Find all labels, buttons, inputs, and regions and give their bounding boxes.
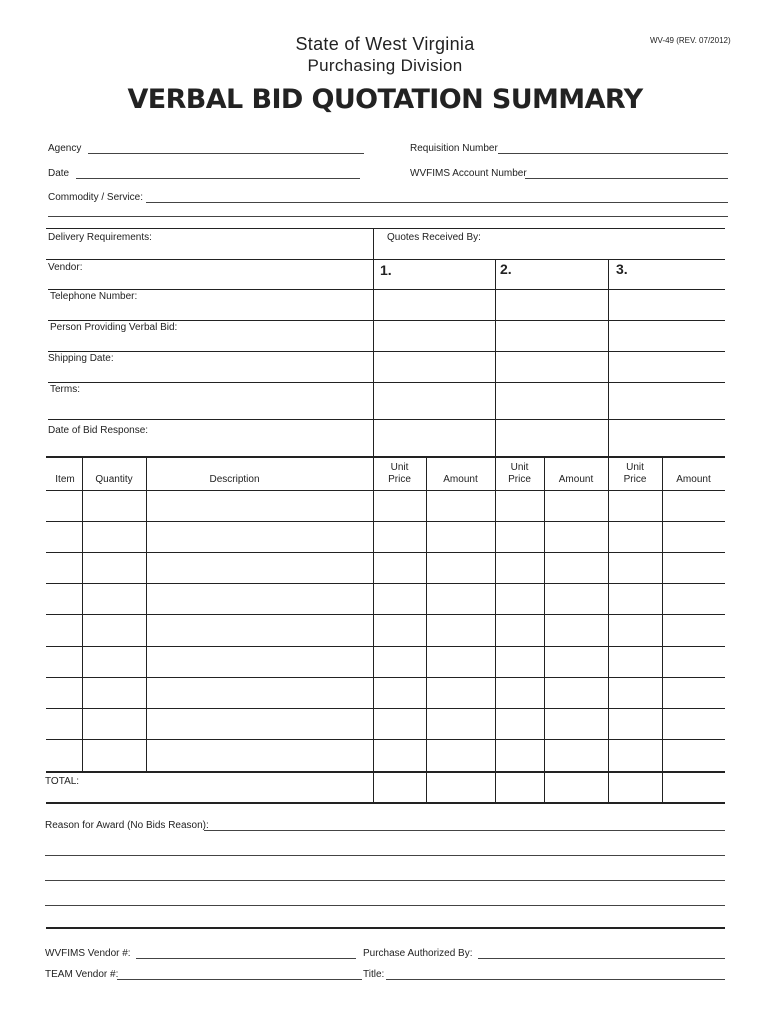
vendor-row-top-rule: [46, 259, 725, 260]
commodity-field[interactable]: [146, 202, 728, 203]
form-code: WV-49 (REV. 07/2012): [650, 36, 731, 45]
requisition-number-field[interactable]: [498, 153, 728, 154]
col-header-price-3: Price: [623, 474, 647, 485]
quote-number-1: 1.: [380, 262, 392, 278]
person-providing-bid-label: Person Providing Verbal Bid:: [50, 322, 178, 333]
row-rule-bid-response: [48, 419, 725, 420]
date-field[interactable]: [76, 178, 360, 179]
purchase-authorized-by-field[interactable]: [478, 958, 725, 959]
division-heading: Purchasing Division: [307, 56, 463, 75]
table-row: [46, 552, 725, 553]
vendor-label: Vendor:: [48, 262, 83, 273]
commodity-field-line2[interactable]: [48, 216, 728, 217]
reason-for-award-line4[interactable]: [45, 905, 725, 906]
wvfims-vendor-label: WVFIMS Vendor #:: [45, 948, 131, 959]
table-row: [46, 490, 725, 491]
reason-for-award-line2[interactable]: [45, 855, 725, 856]
quote-number-2: 2.: [500, 261, 512, 277]
col-header-unit-3: Unit: [626, 462, 644, 473]
agency-label: Agency: [48, 143, 82, 154]
commodity-label: Commodity / Service:: [48, 192, 144, 203]
vendor-divider: [373, 228, 374, 802]
table-row: [46, 583, 725, 584]
col-header-amount-1: Amount: [443, 474, 478, 485]
section-top-rule: [46, 228, 725, 229]
items-table-top-rule: [46, 456, 725, 458]
team-vendor-label: TEAM Vendor #:: [45, 969, 119, 980]
col-header-price-1: Price: [388, 474, 411, 485]
table-row: [46, 521, 725, 522]
requisition-number-label: Requisition Number: [410, 143, 498, 154]
row-rule-terms: [48, 382, 725, 383]
wvfims-account-label: WVFIMS Account Number: [410, 168, 527, 179]
reason-for-award-label: Reason for Award (No Bids Reason):: [45, 820, 209, 831]
bottom-section-rule: [46, 927, 725, 929]
col-header-description: Description: [209, 474, 260, 485]
quotes-received-by-label: Quotes Received By:: [387, 232, 481, 243]
col-header-quantity: Quantity: [95, 474, 133, 485]
row-rule-telephone: [48, 289, 725, 290]
table-row: [46, 677, 725, 678]
col-line-unit-2: [495, 458, 496, 802]
col-line-unit-3: [608, 458, 609, 802]
reason-for-award-field[interactable]: [204, 830, 725, 831]
col-header-unit-2: Unit: [510, 462, 529, 473]
table-row: [46, 739, 725, 740]
wvfims-vendor-field[interactable]: [136, 958, 356, 959]
title-field[interactable]: [386, 979, 725, 980]
col-line-quantity: [82, 458, 83, 772]
col-header-item: Item: [55, 474, 75, 485]
shipping-date-label: Shipping Date:: [48, 353, 114, 364]
telephone-number-label: Telephone Number:: [50, 291, 138, 302]
quote-number-3: 3.: [616, 261, 628, 277]
state-heading: State of West Virginia: [295, 34, 475, 54]
row-rule-person: [48, 320, 725, 321]
col-header-unit-1: Unit: [390, 462, 409, 473]
team-vendor-field[interactable]: [117, 979, 362, 980]
table-row: [46, 646, 725, 647]
total-row-top-rule: [46, 771, 725, 773]
terms-label: Terms:: [50, 384, 80, 395]
table-row: [46, 708, 725, 709]
col-header-amount-3: Amount: [676, 474, 711, 485]
col-header-amount-2: Amount: [558, 474, 594, 485]
total-label: TOTAL:: [45, 776, 80, 787]
title-label: Title:: [363, 969, 385, 980]
col-line-amount-3: [662, 458, 663, 802]
date-of-bid-response-label: Date of Bid Response:: [48, 425, 149, 436]
agency-field[interactable]: [88, 153, 364, 154]
reason-for-award-line3[interactable]: [45, 880, 725, 881]
col-line-amount-2: [544, 458, 545, 802]
col-line-amount-1: [426, 458, 427, 802]
wvfims-account-field[interactable]: [525, 178, 728, 179]
table-row: [46, 614, 725, 615]
date-label: Date: [48, 168, 70, 179]
purchase-authorized-by-label: Purchase Authorized By:: [363, 948, 473, 959]
page-title: VERBAL BID QUOTATION SUMMARY: [127, 84, 643, 115]
col-header-price-2: Price: [508, 474, 531, 485]
delivery-requirements-label: Delivery Requirements:: [48, 232, 152, 243]
row-rule-shipping: [48, 351, 725, 352]
col-line-description: [146, 458, 147, 772]
total-row-bottom-rule: [46, 802, 725, 804]
